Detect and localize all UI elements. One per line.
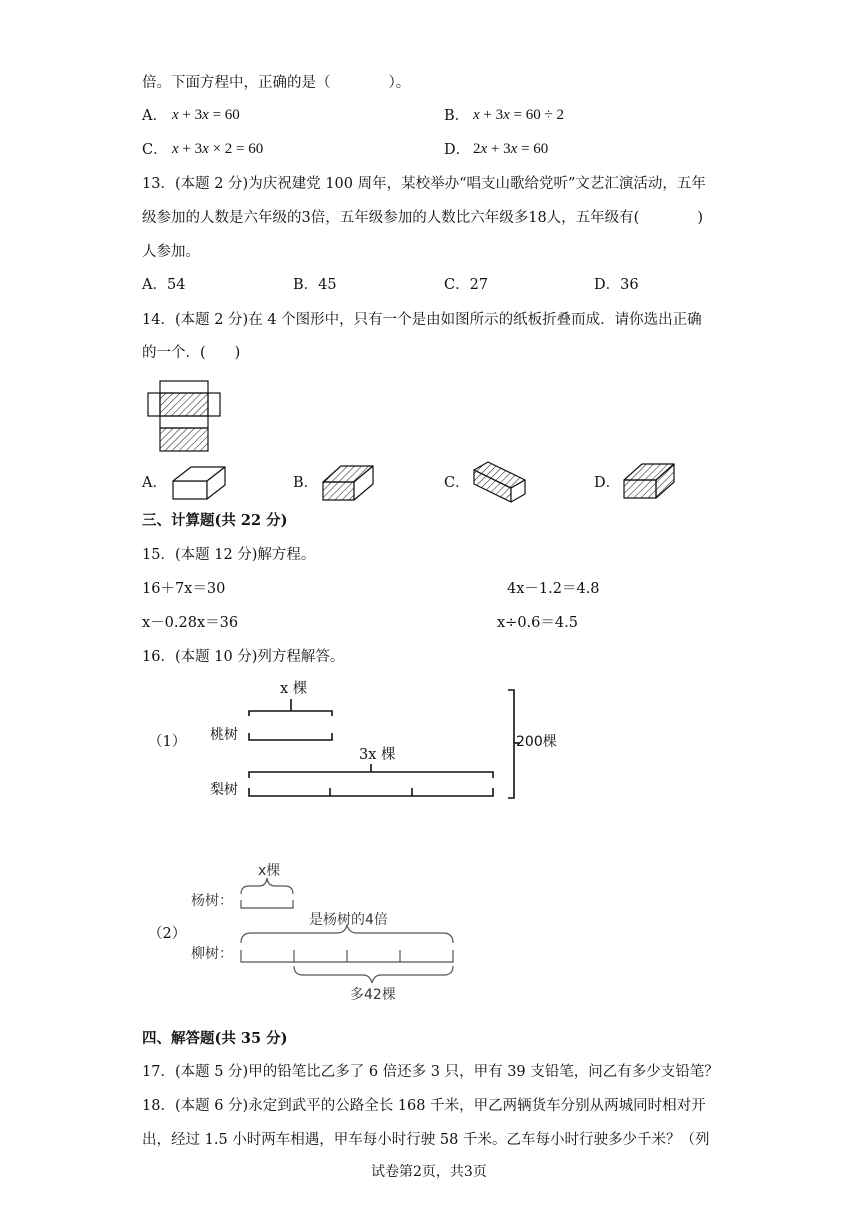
q18-line-1: 18．(本题 6 分)永定到武平的公路全长 168 千米，甲乙两辆货车分别从两城同时相对开 — [142, 1098, 706, 1114]
q13-option-b: B．45 — [293, 277, 337, 293]
q13-line-1: 13．(本题 2 分)为庆祝建党 100 周年，某校举办“唱支山歌给党听”文艺汇演活动，五年 — [142, 176, 706, 192]
q12-option-d: 2x + 3x = 60 — [473, 141, 549, 157]
q12-option-b: x + 3x = 60 ÷ 2 — [473, 107, 565, 123]
q14-option-a-letter: A． — [142, 475, 167, 491]
q16-part2-row1-label: 杨树： — [191, 893, 233, 909]
q12-option-a: x + 3x = 60 — [172, 107, 240, 123]
q15-eq-2: 4x－1.2＝4.8 — [507, 581, 600, 597]
section-4-title: 四、解答题(共 35 分) — [142, 1030, 288, 1047]
q16-part2-top-label: x棵 — [258, 863, 281, 879]
q14-option-c-letter: C． — [444, 475, 470, 491]
q13-option-c: C．27 — [444, 277, 489, 293]
q12-option-c-letter: C． — [142, 142, 168, 158]
q16-title: 16．(本题 10 分)列方程解答。 — [142, 649, 345, 665]
q16-part1-row2-label: 梨树 — [210, 782, 238, 798]
q13-line-2: 级参加的人数是六年级的3倍，五年级参加的人数比六年级多18人，五年级有( ) — [142, 210, 703, 226]
q16-part1-top-label: x 棵 — [280, 681, 308, 697]
q12-option-b-letter: B． — [444, 108, 470, 124]
q13-option-d: D．36 — [594, 277, 639, 293]
q18-line-2: 出，经过 1.5 小时两车相遇，甲车每小时行驶 58 千米。乙车每小时行驶多少千米？（列 — [142, 1132, 710, 1148]
q16-part2-bottom-label: 多42棵 — [350, 987, 396, 1003]
q16-part1-mid-label: 3x 棵 — [359, 747, 396, 763]
q12-stem: 倍。下面方程中，正确的是（ ）。 — [142, 75, 411, 91]
q12-option-c: x + 3x × 2 = 60 — [172, 141, 264, 157]
q16-part1-number: （1） — [148, 734, 187, 750]
q15-eq-4: x÷0.6＝4.5 — [497, 615, 578, 631]
q14-line-1: 14．(本题 2 分)在 4 个图形中，只有一个是由如图所示的纸板折叠而成．请你选出正确 — [142, 312, 702, 328]
q14-option-d-letter: D． — [594, 475, 621, 491]
q15-title: 15．(本题 12 分)解方程。 — [142, 547, 316, 563]
q16-part1-total-label: 200棵 — [516, 734, 557, 750]
q13-line-3: 人参加。 — [142, 244, 200, 260]
q16-part2-number: （2） — [148, 926, 187, 942]
q15-eq-1: 16＋7x＝30 — [142, 581, 226, 597]
q16-part1-row1-label: 桃树 — [210, 727, 238, 743]
section-3-title: 三、计算题(共 22 分) — [142, 512, 288, 529]
q12-option-a-letter: A． — [142, 108, 167, 124]
q17-text: 17．(本题 5 分)甲的铅笔比乙多了 6 倍还多 3 只，甲有 39 支铅笔，问乙有多少支铅笔？ — [142, 1064, 719, 1080]
q16-part2-row2-label: 柳树： — [191, 946, 233, 962]
q13-option-a: A．54 — [142, 277, 186, 293]
q12-option-d-letter: D． — [444, 142, 471, 158]
q16-part2-mid-label: 是杨树的4倍 — [309, 912, 388, 928]
page-footer: 试卷第2页，共3页 — [371, 1164, 487, 1180]
q14-option-b-letter: B． — [293, 475, 319, 491]
q14-line-2: 的一个．( ) — [142, 345, 241, 361]
q15-eq-3: x－0.28x＝36 — [142, 615, 239, 631]
